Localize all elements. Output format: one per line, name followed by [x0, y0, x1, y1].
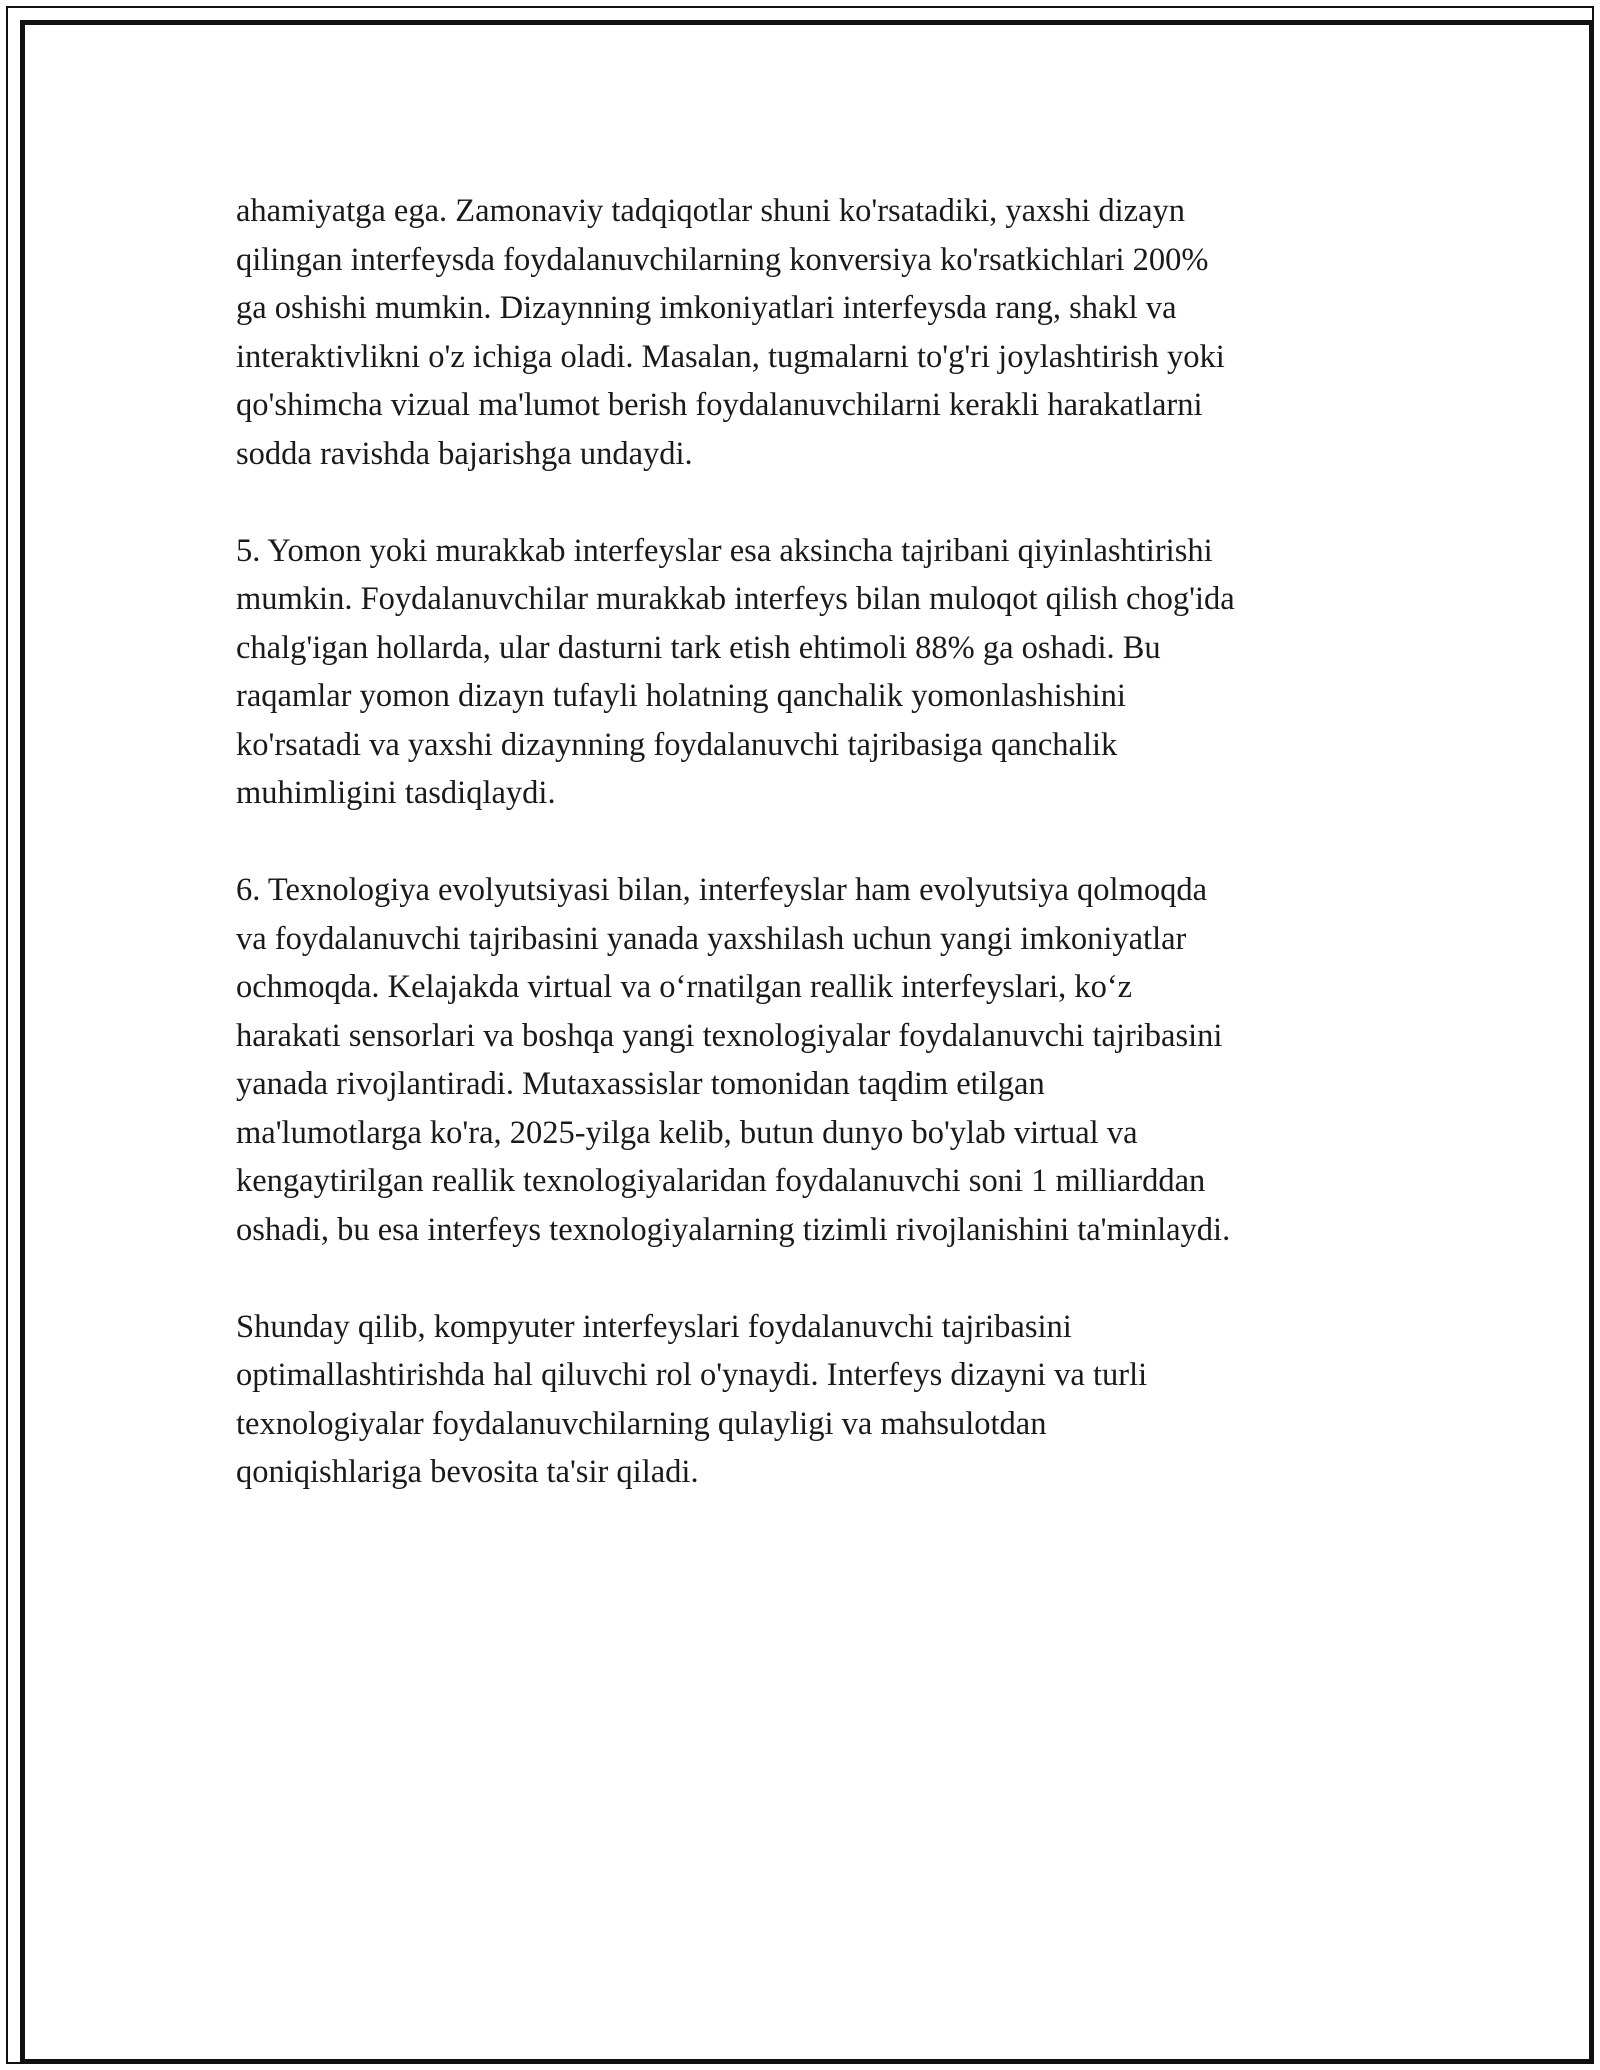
paragraph-design-importance: ahamiyatga ega. Zamonaviy tadqiqotlar shuni ko'rsatadiki, yaxshi dizayn qilingan interfeysda foydalanuvchilarning konversiya ko'rsatkichlari 200% ga oshishi mumkin. Dizaynning imkoniyatlari interfeysda rang, shakl va interaktivlikni o'z ichiga oladi. Masalan, tugmalarni to'g'ri joylashtirish yoki qo'shimcha vizual ma'lumot berish foydalanuvchilarni kerakli harakatlarni sodda ravishda bajarishga undaydi.: [236, 193, 1225, 472]
paragraph-5-bad-interfaces: 5. Yomon yoki murakkab interfeyslar esa aksincha tajribani qiyinlashtirishi mumkin. Foydalanuvchilar murakkab interfeys bilan muloqot qilish chog'ida chalg'igan hollarda, ular dasturni tark etish ehtimoli 88% ga oshadi. Bu raqamlar yomon dizayn tufayli holatning qanchalik yomonlashishini ko'rsatadi va yaxshi dizaynning foydalanuvchi tajribasiga qanchalik muhimligini tasdiqlaydi.: [236, 532, 1235, 811]
document-body: [236, 187, 1386, 1545]
paragraph-6-technology-evolution: 6. Texnologiya evolyutsiyasi bilan, interfeyslar ham evolyutsiya qolmoqda va foydalanuvchi tajribasini yanada yaxshilash uchun yangi imkoniyatlar ochmoqda. Kelajakda virtual va o‘rnatilgan reallik interfeyslari, ko‘z harakati sensorlari va boshqa yangi texnologiyalar foydalanuvchi tajribasini yanada rivojlantiradi. Mutaxassislar tomonidan taqdim etilgan ma'lumotlarga ko'ra, 2025-yilga kelib, butun dunyo bo'ylab virtual va kengaytirilgan reallik texnologiyalaridan foydalanuvchi soni 1 milliarddan oshadi, bu esa interfeys texnologiyalarning tizimli rivojlanishini ta'minlaydi.: [236, 872, 1231, 1248]
paragraph-conclusion: Shunday qilib, kompyuter interfeyslari foydalanuvchi tajribasini optimallashtirishda hal qiluvchi rol o'ynaydi. Interfeys dizayni va turli texnologiyalar foydalanuvchilarning qulayligi va mahsulotdan qoniqishlariga bevosita ta'sir qiladi.: [236, 1308, 1148, 1490]
